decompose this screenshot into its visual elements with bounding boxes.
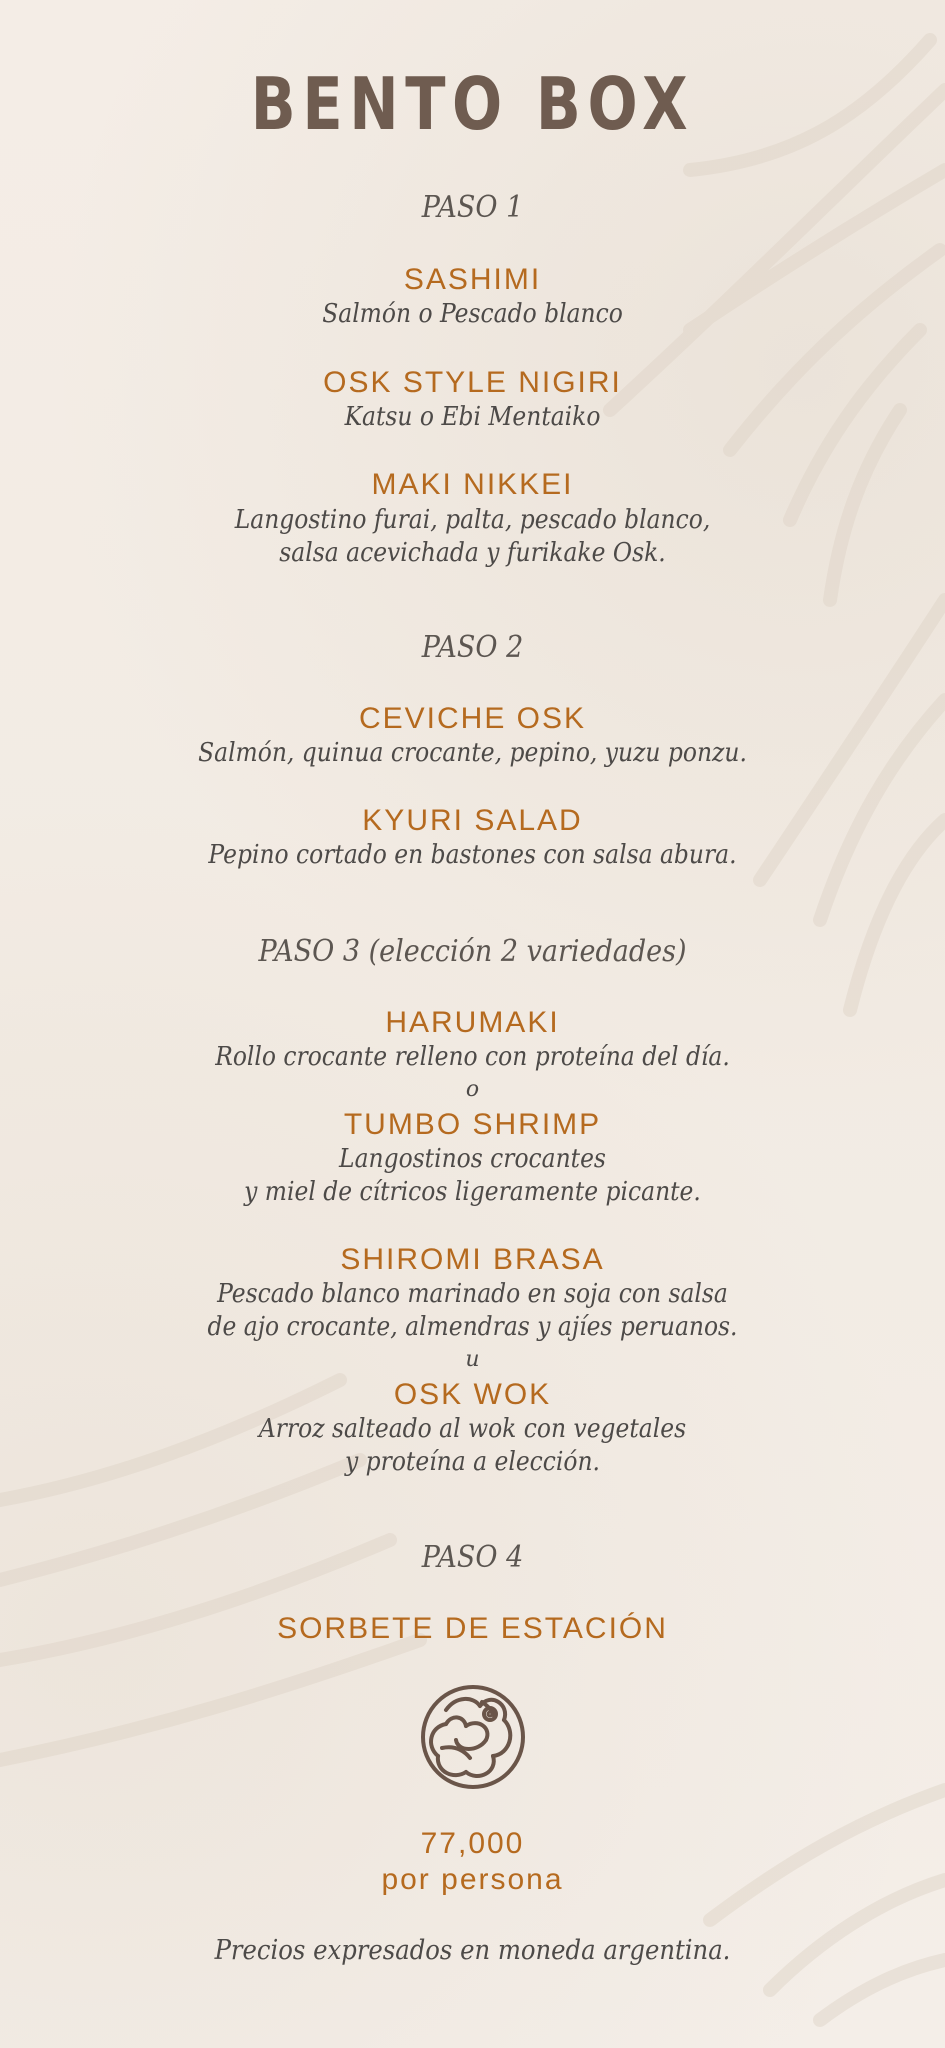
- step-2-label: PASO 2: [421, 630, 524, 665]
- dish-maki-nikkei-name: MAKI NIKKEI: [371, 468, 574, 501]
- option-connector-o: o: [465, 1077, 480, 1102]
- dish-sashimi-name: SASHIMI: [403, 263, 542, 296]
- dish-shiromi-brasa-description-line-2: de ajo crocante, almendras y ajíes peruanos.: [207, 1312, 738, 1342]
- dish-harumaki-description: Rollo crocante relleno con proteína del día.: [215, 1042, 730, 1072]
- dish-shiromi-brasa-name: SHIROMI BRASA: [340, 1243, 605, 1276]
- dish-harumaki-name: HARUMAKI: [385, 1006, 560, 1039]
- dish-maki-nikkei-description-line-2: salsa acevichada y furikake Osk.: [279, 538, 666, 568]
- dish-osk-style-nigiri-description: Katsu o Ebi Mentaiko: [344, 402, 601, 432]
- dish-osk-wok-description-line-2: y proteína a elección.: [345, 1447, 600, 1477]
- dish-sashimi-description: Salmón o Pescado blanco: [322, 299, 623, 329]
- dish-ceviche-osk-name: CEVICHE OSK: [358, 702, 587, 735]
- dish-sorbete-de-estacion-name: SORBETE DE ESTACIÓN: [277, 1612, 668, 1645]
- dish-osk-style-nigiri-name: OSK STYLE NIGIRI: [323, 366, 622, 399]
- step-4-label: PASO 4: [421, 1540, 524, 1575]
- dish-ceviche-osk-description: Salmón, quinua crocante, pepino, yuzu ponzu.: [198, 738, 747, 768]
- dish-tumbo-shrimp-name: TUMBO SHRIMP: [343, 1108, 602, 1141]
- dish-osk-wok-name: OSK WOK: [393, 1378, 552, 1411]
- dish-osk-wok-description-line-1: Arroz salteado al wok con vegetales: [258, 1414, 687, 1444]
- step-3-label: PASO 3 (elección 2 variedades): [258, 934, 687, 969]
- price-amount: 77,000: [420, 1827, 525, 1860]
- dish-kyuri-salad-name: KYURI SALAD: [362, 804, 583, 837]
- brand-logo-icon: [418, 1682, 528, 1792]
- dish-shiromi-brasa-description-line-1: Pescado blanco marinado en soja con salsa: [217, 1279, 728, 1309]
- option-connector-u: u: [465, 1347, 480, 1372]
- step-1-label: PASO 1: [421, 190, 524, 225]
- currency-note: Precios expresados en moneda argentina.: [214, 1935, 731, 1966]
- menu-title: BENTO BOX: [250, 62, 695, 146]
- price-per-person: por persona: [381, 1863, 564, 1896]
- dish-kyuri-salad-description: Pepino cortado en bastones con salsa abura.: [208, 840, 737, 870]
- dish-tumbo-shrimp-description-line-2: y miel de cítricos ligeramente picante.: [244, 1177, 701, 1207]
- dish-tumbo-shrimp-description-line-1: Langostinos crocantes: [339, 1144, 606, 1174]
- dish-maki-nikkei-description-line-1: Langostino furai, palta, pescado blanco,: [234, 505, 711, 535]
